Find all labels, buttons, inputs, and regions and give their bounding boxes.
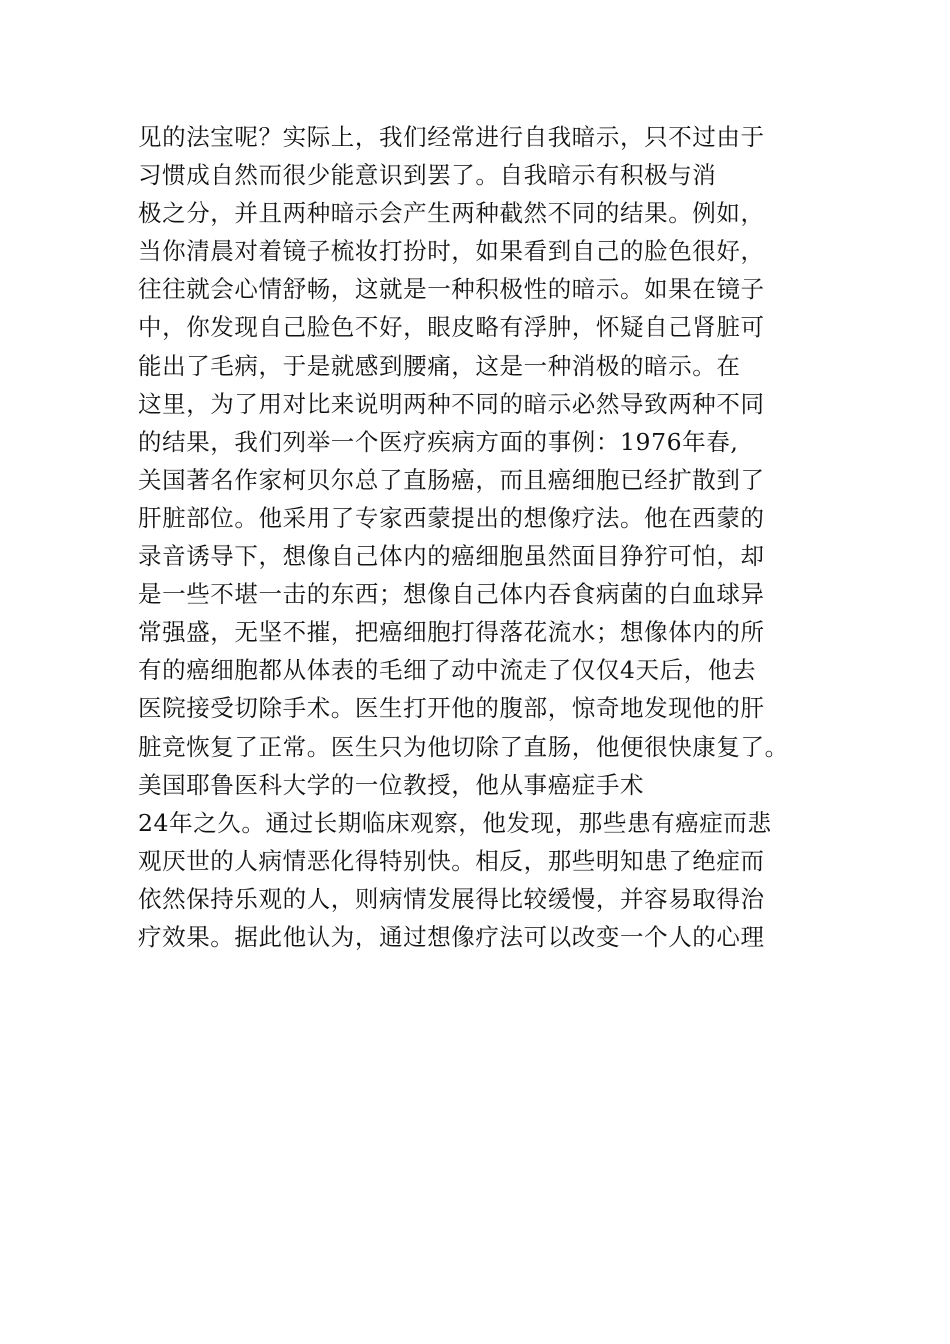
text-line: 有的癌细胞都从体表的毛细了动中流走了仅仅4天后，他去 [138,656,757,685]
text-line: 能出了毛病，于是就感到腰痛，这是一种消极的暗示。在 [138,351,741,380]
body-text [138,118,858,956]
text-line: 习惯成自然而很少能意识到罢了。自我暗示有积极与消 [138,161,717,190]
text-line: 依然保持乐观的人，则病情发展得比较缓慢，并容易取得治 [138,884,765,913]
text-line: 关国著名作家柯贝尔总了直肠癌，而且癌细胞已经扩散到了 [138,465,765,494]
text-line: 录音诱导下，想像自己体内的癌细胞虽然面目狰狞可怕，却 [138,542,765,571]
text-line: 医院接受切除手术。医生打开他的腹部，惊奇地发现他的肝 [138,694,765,723]
text-line: 这里，为了用对比来说明两种不同的暗示必然导致两种不同 [138,389,765,418]
text-line: 见的法宝呢？实际上，我们经常进行自我暗示，只不过由于 [138,123,765,151]
text-line: 是一些不堪一击的东西；想像自己体内吞食病菌的白血球异 [138,580,765,609]
text-line: 常强盛，无坚不摧，把癌细胞打得落花流水；想像体内的所 [138,618,765,647]
text-line: 中，你发现自己脸色不好，眼皮略有浮肿，怀疑自己肾脏可 [138,313,765,342]
text-line: 美国耶鲁医科大学的一位教授，他从事癌症手术 [138,770,645,799]
text-line: 疗效果。据此他认为，通过想像疗法可以改变一个人的心理 [138,922,765,951]
text-line: 的结果，我们列举一个医疗疾病方面的事例：1976年春, [138,427,739,456]
text-line: 往往就会心情舒畅，这就是一种积极性的暗示。如果在镜子 [138,275,765,304]
text-line: 24年之久。通过长期临床观察，他发现，那些患有癌症而悲 [138,808,772,837]
text-line: 观厌世的人病情恶化得特别快。相反，那些明知患了绝症而 [138,846,765,875]
text-line: 脏竞恢复了正常。医生只为他切除了直肠，他便很快康复了。 [138,732,789,761]
text-line: 肝脏部位。他采用了专家西蒙提出的想像疗法。他在西蒙的 [138,503,765,532]
text-line: 极之分，并且两种暗示会产生两种截然不同的结果。例如， [138,199,765,228]
text-line: 当你清晨对着镜子梳妆打扮时，如果看到自己的脸色很好， [138,237,765,266]
